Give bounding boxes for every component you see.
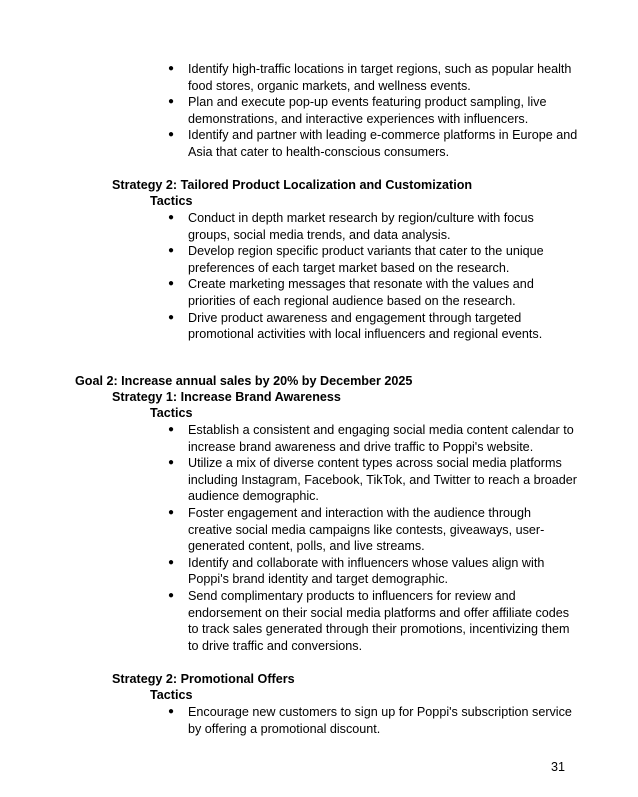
goal1-strategy2-tactics-list (168, 210, 578, 343)
list-item: ● Create marketing messages that resonate with the values and priorities of each regional audience based on the research. (168, 276, 578, 309)
strategy-heading: Strategy 2: Promotional Offers (112, 672, 295, 686)
tactics-label: Tactics (150, 194, 193, 208)
page-number: 31 (550, 760, 565, 774)
strategy-heading: Strategy 1: Increase Brand Awareness (112, 390, 341, 404)
goal2-strategy1-tactics-list (168, 422, 578, 654)
tactics-label: Tactics (150, 406, 193, 420)
tactics-label: Tactics (150, 688, 193, 702)
list-item: ● Foster engagement and interaction with the audience through creative social media campaigns like contests, giveaways, user-generated content, polls, and live streams. (168, 505, 578, 555)
goal1-strategy1-tactics-list (168, 61, 578, 161)
goal2-strategy2-tactics-list (168, 704, 578, 737)
list-item: ● Utilize a mix of diverse content types across social media platforms including Instagram, Facebook, TikTok, and Twitter to reach a broader audience demographic. (168, 455, 578, 505)
list-item: ● Send complimentary products to influencers for review and endorsement on their social media platforms and offer affiliate codes to track sales generated through their promotions, incentivizing them to drive traffic and conversions. (168, 588, 578, 654)
list-item: ● Develop region specific product variants that cater to the unique preferences of each target market based on the research. (168, 243, 578, 276)
list-item: ● Drive product awareness and engagement through targeted promotional activities with local influencers and regional events. (168, 310, 578, 343)
list-item: ● Identify high-traffic locations in target regions, such as popular health food stores, organic markets, and wellness events. (168, 61, 578, 94)
list-item: ● Identify and partner with leading e-commerce platforms in Europe and Asia that cater to health-conscious consumers. (168, 127, 578, 160)
list-item: ● Identify and collaborate with influencers whose values align with Poppi's brand identity and target demographic. (168, 555, 578, 588)
list-item: ● Plan and execute pop-up events featuring product sampling, live demonstrations, and interactive experiences with influencers. (168, 94, 578, 127)
strategy-heading: Strategy 2: Tailored Product Localization and Customization (112, 178, 473, 192)
list-item: ● Establish a consistent and engaging social media content calendar to increase brand awareness and drive traffic to Poppi's website. (168, 422, 578, 455)
goal-heading: Goal 2: Increase annual sales by 20% by December 2025 (75, 374, 413, 388)
list-item: ● Encourage new customers to sign up for Poppi's subscription service by offering a promotional discount. (168, 704, 578, 737)
list-item: ● Conduct in depth market research by region/culture with focus groups, social media trends, and data analysis. (168, 210, 578, 243)
